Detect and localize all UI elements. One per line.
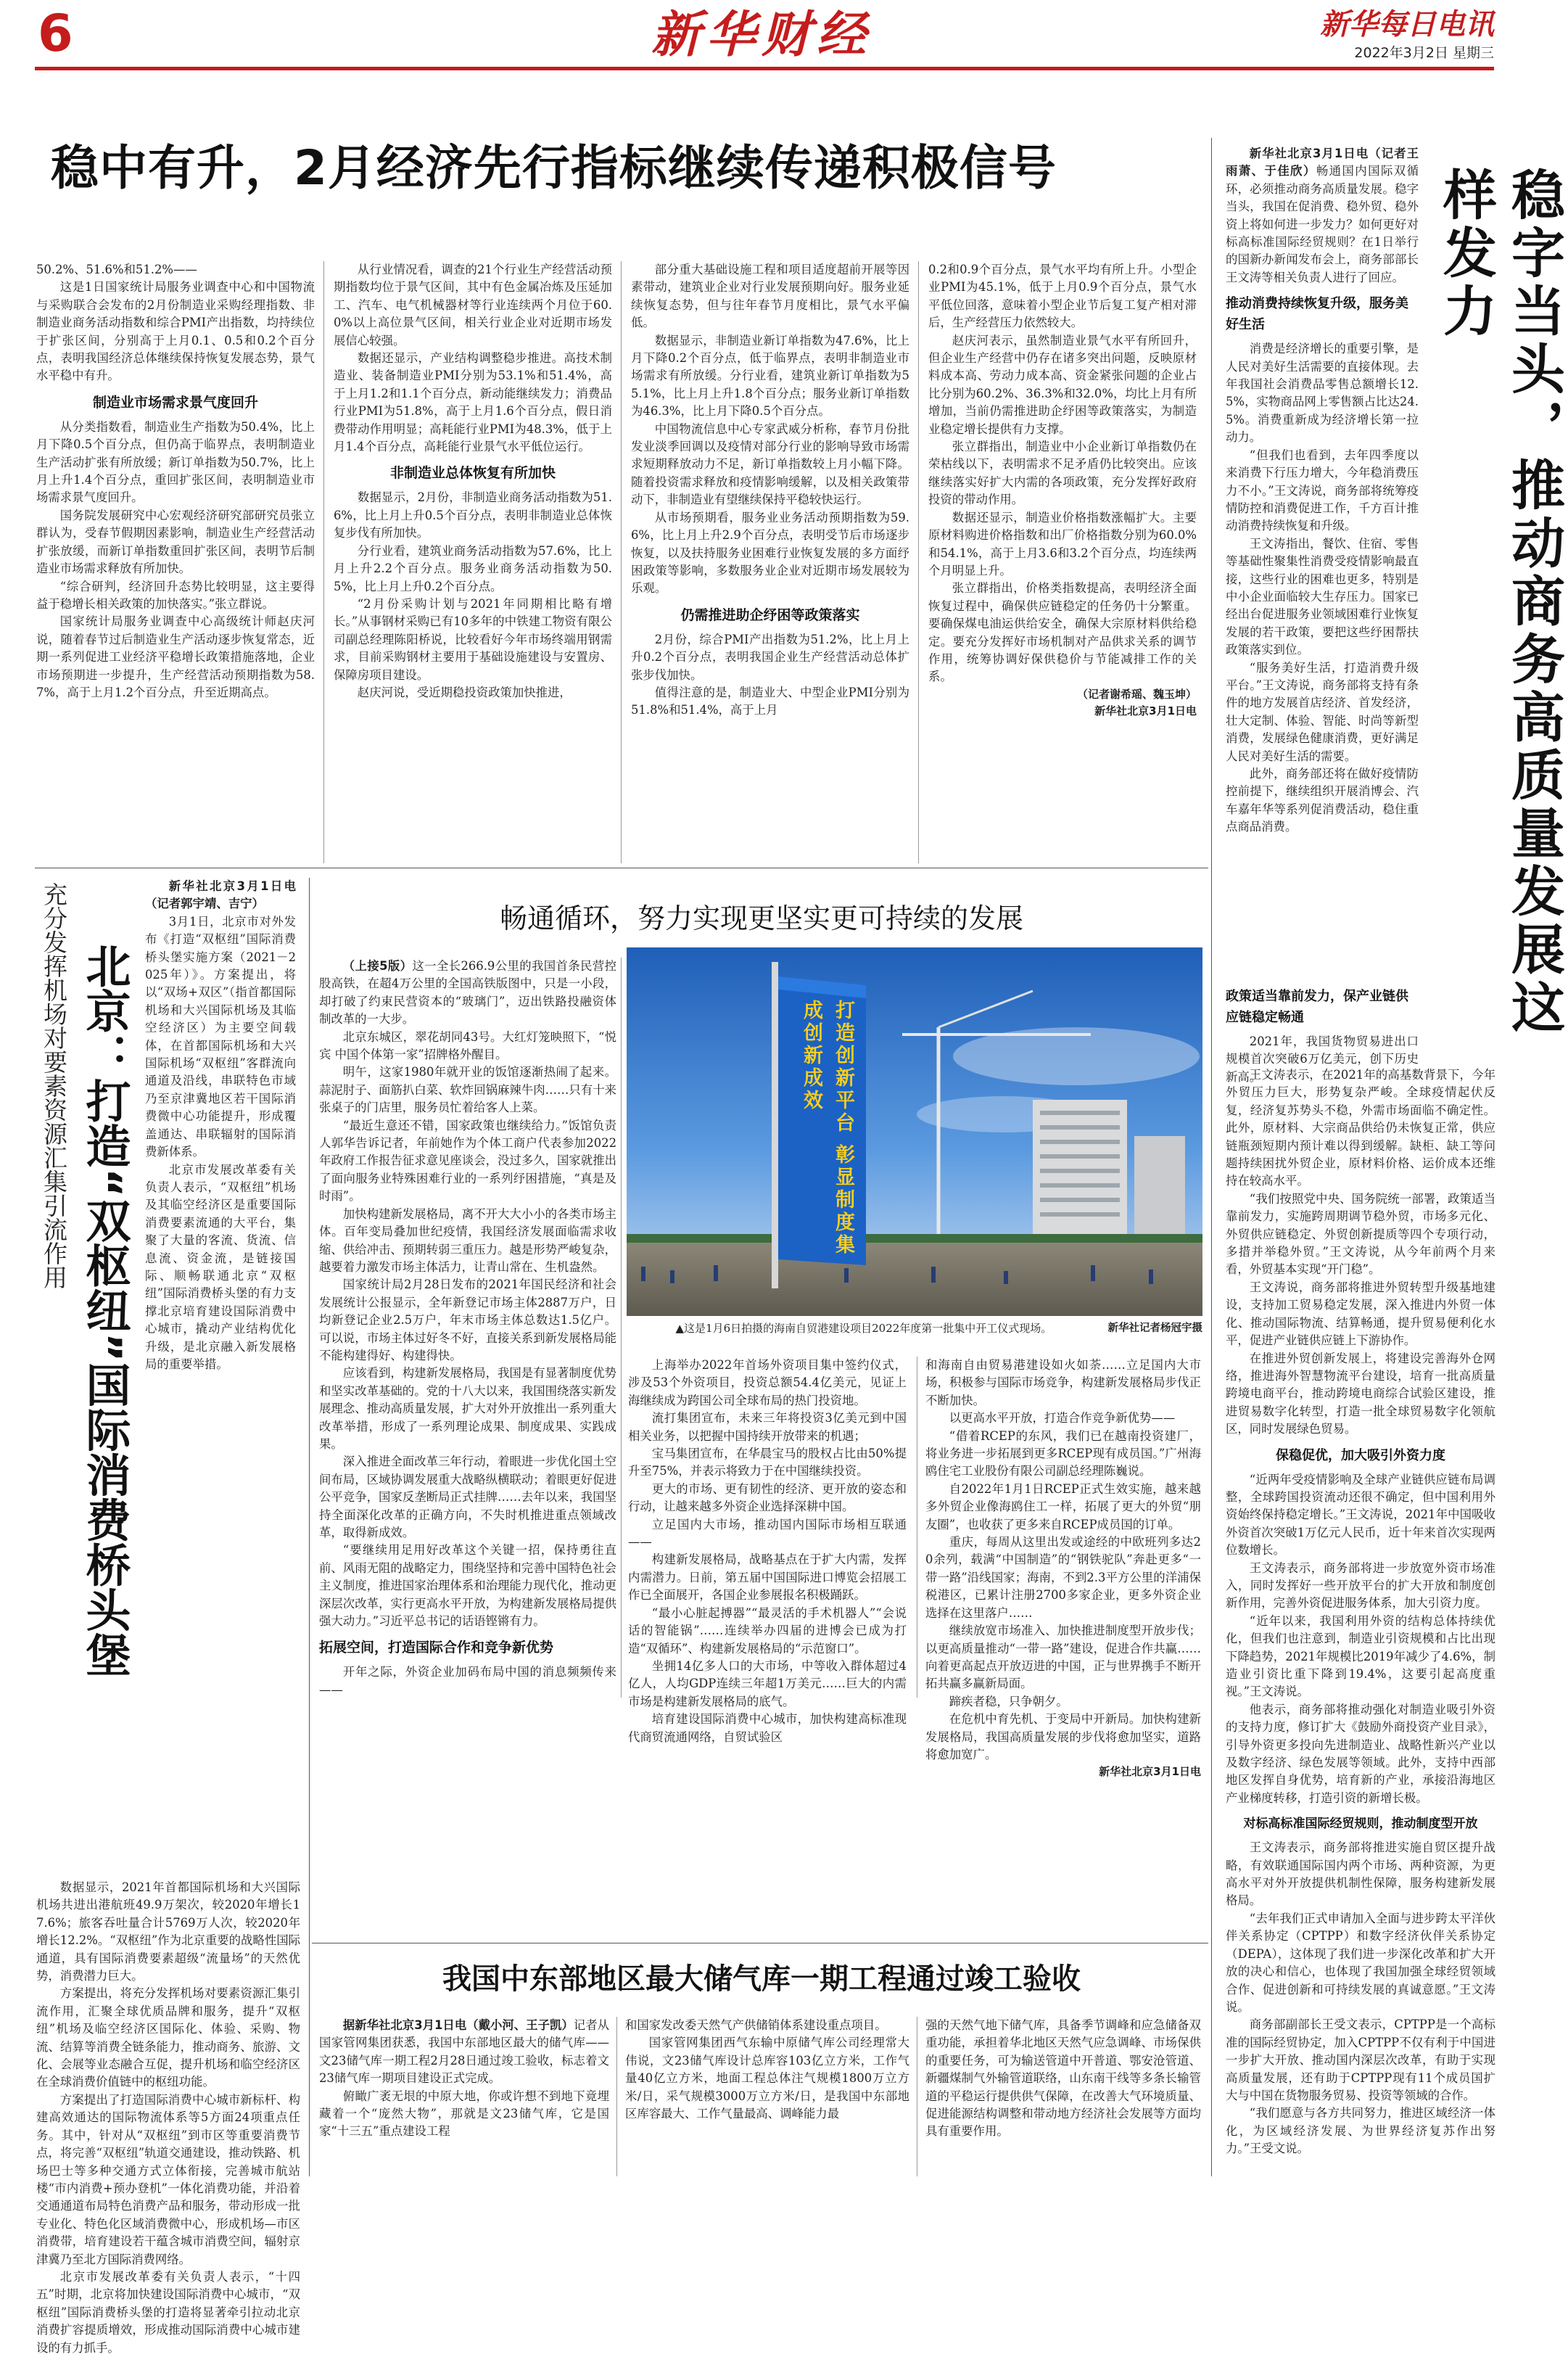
- right-paragraph: 王文涛表示，商务部将推进实施自贸区提升战略，有效联通国际国内两个市场、两种资源，为更高水平对外开放提供机制性保障，服务构建新发展格局。: [1226, 1840, 1495, 1908]
- right-column-top: [1226, 145, 1419, 836]
- gas-column-1: [319, 2017, 609, 2141]
- feature-paragraph: 宝马集团宣布，在华晨宝马的股权占比由50%提升至75%，并表示将致力于在中国继续投资。: [628, 1447, 907, 1478]
- feature-paragraph: 培育建设国际消费中心城市，加快构建高标准现代商贸流通网络，自贸试验区: [628, 1712, 907, 1744]
- beijing-deck: [38, 882, 70, 1346]
- gas-column-3: [925, 2017, 1201, 2141]
- masthead: [0, 0, 1520, 73]
- right-intro-dateline: 新华社北京3月1日电（记者王雨萧、于佳欣）: [1226, 147, 1419, 178]
- lead-paragraph: 数据显示，非制造业新订单指数为47.6%，比上月下降0.2个百分点，低于临界点，表明非制造业市场需求有所放缓。分行业看，建筑业新订单指数为55.1%，比上月上升1.8个百分点；服务业新订单指数为46.3%，比上月下降0.5个百分点。: [631, 333, 909, 419]
- feature-paragraph: 继续放宽市场准入、加快推进制度型开放步伐；以更高质量推动“一带一路”建设，促进合作共赢……向着更高起点开放迈进的中国，正与世界携手不断开拓共赢多赢新局面。: [925, 1624, 1201, 1691]
- feature-paragraph: 坐拥14亿多人口的大市场，中等收入群体超过4亿人，人均GDP连续三年超1万美元……巨大的内需市场是构建新发展格局的底气。: [628, 1658, 907, 1708]
- feature-headline: 畅通循环，努力实现更坚实更可持续的发展: [499, 902, 1023, 934]
- lead-paragraph: 从分类指数看，制造业生产指数为50.4%，比上月下降0.5个百分点，但仍高于临界点，表明制造业生产活动扩张有所放缓；新订单指数为50.7%，比上月上升1.4个百分点，重回扩张区间，表明制造业市场需求景气度回升。: [36, 419, 315, 505]
- lead-paragraph: 这是1日国家统计局服务业调查中心和中国物流与采购联合会发布的2月份制造业采购经理指数、非制造业商务活动指数和综合PMI产出指数，均持续位于扩张区间，分别高于上月0.1、0.5和0.2个百分点，表明我国经济总体继续保持恢复发展态势，景气水平稳中有升。: [36, 280, 315, 383]
- lead-subheading: 仍需推进助企纾困等政策落实: [680, 606, 860, 623]
- lead-headline: 稳中有升，2月经济先行指标继续传递积极信号: [51, 140, 1057, 196]
- lead-paragraph: 0.2和0.9个百分点，景气水平均有所上升。小型企业PMI为45.1%，低于上月0.9个百分点，景气水平低位回落，意味着小型企业节后复工复产相对滞后，生产经营压力依然较大。: [928, 263, 1197, 330]
- lead-subheading: 非制造业总体恢复有所加快: [389, 465, 556, 482]
- feature-paragraph: 自2022年1月1日RCEP正式生效实施，越来越多外贸企业像海鸥住工一样，拓展了更大的外贸“朋友圈”，也收获了更多来自RCEP成员国的订单。: [925, 1481, 1201, 1531]
- right-paragraph: “服务美好生活，打造消费升级平台。”王文涛说，商务部将支持有条件的地方发展首店经济、首发经济，壮大定制、体验、智能、时尚等新型消费，发展绿色健康消费，更好满足人民对美好生活的需要。: [1226, 660, 1419, 763]
- feature-paragraph: 开年之际，外资企业加码布局中国的消息频频传来——: [319, 1665, 616, 1697]
- right-paragraph: 王文涛指出，餐饮、住宿、零售等基础性聚集性消费受疫情影响最直接，这些行业的困难也更多，特别是中小企业面临较大生存压力。国家已经出台促进服务业领域困难行业恢复发展的若干政策，要把这些纾困帮扶政策落实到位。: [1226, 536, 1419, 657]
- paper-brand: 新华每日电讯: [1320, 7, 1494, 41]
- lead-paragraph: 部分重大基础设施工程和项目适度超前开展等因素带动，建筑业企业对行业发展预期向好。服务业延续恢复态势，但与往年春节月度相比，景气水平偏低。: [631, 263, 909, 330]
- right-paragraph: 他表示，商务部将推动强化对制造业吸引外资的支持力度，修订扩大《鼓励外商投资产业目录》，引导外资更多投向先进制造业、战略性新兴产业以及数字经济、绿色发展等领域。此外，支持中西部地区发挥自身优势，培育新的产业，承接沿海地区产业梯度转移，打造引资的新增长极。: [1226, 1702, 1495, 1805]
- feature-paragraph: 蹄疾者稳，只争朝夕。: [949, 1694, 1068, 1708]
- right-subheading: 对标高标准国际经贸规则，推动制度型开放: [1243, 1817, 1478, 1832]
- lead-paragraph: 2月份，综合PMI产出指数为51.2%，比上月上升0.2个百分点，表明我国企业生产经营活动总体扩张步伐加快。: [631, 632, 909, 682]
- lead-byline: （记者谢希瑶、魏玉坤）: [1076, 687, 1197, 701]
- right-paragraph: “去年我们正式申请加入全面与进步跨太平洋伙伴关系协定（CPTPP）和数字经济伙伴关系协定（DEPA），这体现了我们进一步深化改革和扩大开放的决心和信心，也体现了我国加强全球经贸领域合作、促进创新和可持续发展的真诚意愿。”王文涛说。: [1226, 1911, 1495, 2014]
- feature-subheading: 拓展空间，打造国际合作和竞争新优势: [319, 1640, 554, 1656]
- feature-paragraph: 立足国内大市场，推动国内国际市场相互联通——: [628, 1517, 907, 1550]
- right-paragraph: 王文涛表示，在2021年的高基数背景下，今年外贸压力巨大，形势复杂严峻。全球疫情起伏反复，经济复苏势头不稳，外需市场面临不确定性。此外，原材料、大宗商品供给仍未恢复正常，供应链瓶颈短期内预计难以得到缓解。缺柜、缺工等问题持续困扰外贸企业，原材料价格、运价成本还维持在较高水平。: [1226, 1068, 1495, 1188]
- right-headline: [1432, 167, 1565, 1037]
- feature-paragraph: 深入推进全面改革三年行动，着眼进一步优化国土空间布局，区域协调发展重大战略纵横联动；着眼更好促进公平竞争，国家反垄断局正式挂牌……去年以来，我国坚持全面深化改革的正确方向，不失时机推进重点领域改革，取得新成效。: [319, 1455, 616, 1539]
- lead-paragraph: 值得注意的是，制造业大、中型企业PMI分别为51.8%和51.4%，高于上月: [631, 685, 909, 717]
- lead-column-2: [334, 261, 612, 702]
- lead-dateline: 新华社北京3月1日电: [1094, 704, 1197, 717]
- beijing-deck-text: 充分发挥机场对要素资源汇集引流作用: [40, 882, 68, 1289]
- lead-intro: 50.2%、51.6%和51.2%——: [36, 263, 197, 276]
- beijing-paragraph: 北京市发展改革委有关负责人表示，“双枢纽”机场及其临空经济区是重要国际消费要素流通的大平台，集聚了大量的客流、货流、信息流、资金流，是链接国际、顺畅联通北京“双枢纽”国际消费桥头堡的有力支撑北京培育建设国际消费中心城市，撬动产业结构优化升级，是北京融入新发展格局的重要举措。: [145, 1162, 296, 1371]
- feature-paragraph: 更大的市场、更有韧性的经济、更开放的姿态和行动，让越来越多外资企业选择深耕中国。: [628, 1481, 907, 1514]
- feature-paragraph: 上海举办2022年首场外资项目集中签约仪式，涉及53个外资项目，投资总额54.4亿美元，见证上海继续成为跨国公司全球布局的热门投资地。: [628, 1358, 907, 1407]
- gas-headline: 我国中东部地区最大储气库一期工程通过竣工验收: [442, 1962, 1081, 1996]
- column-divider: [621, 261, 622, 863]
- beijing-paragraph: 3月1日，北京市对外发布《打造“双枢纽”国际消费桥头堡实施方案（2021－2025年）》。方案提出，将以“双场+双区”（指首都国际机场和大兴国际机场及其临空经济区）为主要空间载体，在首都国际机场和大兴国际机场“双枢纽”客群流向通道及沿线，串联特色市域乃至京津冀地区若干国际消费微中心功能提升，形成覆盖通达、串联辐射的国际消费新体系。: [145, 914, 296, 1159]
- feature-paragraph: 明午，这家1980年就开业的饭馆逐渐热闹了起来。蒜泥肘子、面筋扒白菜、软炸回锅麻辣牛肉……只有十来张桌子的门店里，服务员忙着给客人上菜。: [319, 1065, 616, 1115]
- right-paragraph: 王文涛表示，商务部将进一步放宽外资市场准入，同时发挥好一些开放平台的扩大开放和制度创新作用，完善外资促进服务体系，加大引资力度。: [1226, 1560, 1495, 1611]
- lead-paragraph: 国家统计局服务业调查中心高级统计师赵庆河说，随着春节过后制造业生产活动逐步恢复常态，近期一系列促进工业经济平稳增长政策措施落地，企业市场预期进一步提升，生产经营活动预期指数为58.7%，高于上月1.2个百分点，升至近期高点。: [36, 614, 315, 699]
- feature-paragraph: “最近生意还不错，国家政策也继续给力。”饭馆负责人郭华告诉记者，年前她作为个体工商户代表参加2022年政府工作报告征求意见座谈会，没过多久，国家就推出了面向服务业特殊困难行业的一系列纾困措施，“真是及时雨”。: [319, 1118, 616, 1204]
- feature-paragraph: 这一全长266.9公里的我国首条民营控股高铁，在超4万公里的全国高铁版图中，只是一小段，却打破了约束民营资本的“玻璃门”，迈出铁路投融资体制改革的一大步。: [319, 959, 616, 1027]
- right-paragraph: “近两年受疫情影响及全球产业链供应链布局调整，全球跨国投资流动还很不确定，但中国利用外资始终保持稳定增长。”王文涛说，2021年中国吸收外资首次突破1万亿元人民币，近十年来首次实现两位数增长。: [1226, 1472, 1495, 1558]
- column-divider: [918, 261, 919, 863]
- beijing-dateline: 新华社北京3月1日电（记者郭宇靖、吉宁）: [145, 879, 296, 911]
- right-paragraph: “我们按照党中央、国务院统一部署，政策适当靠前发力，实施跨周期调节稳外贸，市场多元化、外贸供应链稳定、外贸创新提质等四个专项行动，多措并举稳外贸。”王文涛说，从今年前两个月来看，外贸基本实现“开门稳”。: [1226, 1191, 1495, 1277]
- lead-column-1: [36, 261, 315, 702]
- right-paragraph: 消费是经济增长的重要引擎，是人民对美好生活需要的直接体现。去年我国社会消费品零售总额增长12.5%，实物商品网上零售额占比达24.5%。消费重新成为经济增长第一拉动力。: [1226, 342, 1419, 445]
- section-title: 新华财经: [651, 6, 872, 64]
- column-divider: [616, 2017, 617, 2176]
- feature-paragraph: 流打集团宣布，未来三年将投资3亿美元到中国相关业务，以把握中国持续开放带来的机遇；: [628, 1411, 907, 1443]
- right-subheading: 政策适当靠前发力，保产业链供应链稳定畅通: [1226, 989, 1408, 1025]
- beijing-headline: [75, 943, 133, 1864]
- gas-paragraph: 强的天然气地下储气库，具备季节调峰和应急储备双重功能，承担着华北地区天然气应急调峰、市场保供的重要任务，可为输送管道中开普道、鄂安沧管道、新疆煤制气外输管道联络，山东南干线等多条长输管道的平稳运行提供供气保障，在改善大气环境质量、促进能源结构调整和带动地方经济社会发展等方面均具有重要作用。: [925, 2018, 1201, 2139]
- gas-column-2: [625, 2017, 909, 2123]
- column-divider: [621, 958, 622, 1698]
- right-paragraph: 在推进外贸创新发展上，将建设完善海外仓网络，推进海外智慧物流平台建设，培育一批高质量跨境电商平台，推动跨境电商综合试验区建设，推进贸易数字化转型，打造一批全球贸易数字化领航区，同时发展绿色贸易。: [1226, 1351, 1495, 1436]
- right-column-full: [1226, 1066, 1495, 2158]
- right-paragraph: 王文涛说，商务部将推进外贸转型升级基地建设，支持加工贸易稳定发展，深入推进内外贸一体化、推动国际物流、结算畅通，提升贸易便利化水平，促进产业链供应链上下游协作。: [1226, 1280, 1495, 1348]
- construction-site-photo: [627, 947, 1202, 1316]
- column-divider: [309, 878, 310, 2176]
- lead-paragraph: 从市场预期看，服务业业务活动预期指数为59.6%，比上月上升2.9个百分点，表明受节后市场逐步恢复，以及扶持服务业困难行业恢复发展的多方面纾困政策等影响，多数服务业企业对近期市场发展较为乐观。: [631, 510, 909, 596]
- beijing-paragraph: 方案提出，将充分发挥机场对要素资源汇集引流作用，汇聚全球优质品牌和服务，提升“双枢纽”机场及临空经济区国际化、体验、采购、物流、结算等消费全链条能力，推动商务、旅游、文化、会展等业态融合互促，提升机场和临空经济区在全球消费价值链中的枢纽功能。: [36, 1986, 300, 2089]
- lead-paragraph: 张立群指出，制造业中小企业新订单指数仍在荣枯线以下，表明需求不足矛盾仍比较突出。应该继续落实好扩大内需的各项政策，充分发挥好政府投资的带动作用。: [928, 440, 1197, 507]
- feature-column-3: [925, 1357, 1201, 1780]
- lead-paragraph: 赵庆河表示，虽然制造业景气水平有所回升，但企业生产经营中仍存在诸多突出问题，反映原材料成本高、劳动力成本高、资金紧张问题的企业占比分别为60.2%、36.3%和32.0%，均比上月有所增加，当前仍需推进助企纾困等政策落实，为制造业稳定增长提供有力支撑。: [928, 333, 1197, 436]
- lead-column-4: [928, 261, 1197, 720]
- lead-paragraph: 国务院发展研究中心宏观经济研究部研究员张立群认为，受春节假期因素影响，制造业生产经营活动扩张放缓，而新订单指数重回扩张区间，表明节后制造业市场需求释放有所加快。: [36, 508, 315, 576]
- lead-column-3: [631, 261, 909, 720]
- lead-paragraph: 分行业看，建筑业商务活动指数为57.6%，比上月上升2.2个百分点。服务业商务活动指数为50.5%，比上月上升0.2个百分点。: [334, 543, 612, 593]
- feature-paragraph: 加快构建新发展格局，离不开大大小小的各类市场主体。百年变局叠加世纪疫情，我国经济发展面临需求收缩、供给冲击、预期转弱三重压力。越是形势严峻复杂，越要着力激发市场主体活力，让青山常在、生机盎然。: [319, 1206, 616, 1274]
- feature-dateline: 新华社北京3月1日电: [1099, 1765, 1201, 1779]
- feature-column-1: [319, 958, 616, 1699]
- lead-paragraph: “综合研判，经济回升态势比较明显，这主要得益于稳增长相关政策的加快落实。”张立群说。: [36, 579, 315, 611]
- photo-caption-text: ▲这是1月6日拍摄的海南自贸港建设项目2022年度第一批集中开工仪式现场。: [675, 1322, 1052, 1335]
- photo-caption: [627, 1320, 1202, 1336]
- right-subheading: 推动消费持续恢复升级，服务美好生活: [1226, 296, 1408, 333]
- right-headline-text: 稳字当头，推动商务高质量发展这样发力: [1435, 167, 1565, 1037]
- right-intro-text: 畅通国内国际双循环，必须推动商务高质量发展。稳字当头，我国在促消费、稳外贸、稳外资上将如何进一步发力？如何更好对标高标准国际经贸规则？在1日举行的国新办新闻发布会上，商务部部长王文涛等相关负责人进行了回应。: [1226, 164, 1419, 284]
- column-divider: [323, 261, 324, 863]
- right-paragraph: “我们愿意与各方共同努力，推进区域经济一体化，为区域经济发展、为世界经济复苏作出努力。”王受文说。: [1226, 2106, 1495, 2156]
- beijing-paragraph: 北京市发展改革委有关负责人表示，“十四五”时期，北京将加快建设国际消费中心城市，“双枢纽”国际消费桥头堡的打造将显著牵引拉动北京消费扩容提质增效，形成推动国际消费中心城市建设的有力抓手。: [36, 2269, 300, 2355]
- lead-paragraph: 数据还显示，产业结构调整稳步推进。高技术制造业、装备制造业PMI分别为53.1%和51.4%，高于上月1.2和1.1个百分点，新动能继续发力；消费品行业PMI为51.8%，高于上月1.6个百分点，假日消费带动作用明显；高耗能行业PMI为48.3%，低于上月1.4个百分点，高耗能行业景气水平低位运行。: [334, 351, 612, 454]
- feature-paragraph: “最小心脏起搏器”“最灵活的手术机器人”“会说话的智能锅”……连续举办四届的进博会已成为打造“双循环”、构建新发展格局的“示范窗口”。: [628, 1605, 907, 1655]
- feature-paragraph: 应该看到，构建新发展格局，我国是有显著制度优势和坚实改革基础的。党的十八大以来，我国围绕落实新发展理念、推动高质量发展，扩大对外开放推出一系列重大改革举措，形成了一系列理论成果、制度成果、实践成果。: [319, 1366, 616, 1451]
- right-paragraph: 此外，商务部还将在做好疫情防控前提下，继续组织开展消博会、汽车嘉年华等系列促消费活动，稳住重点商品消费。: [1226, 767, 1419, 834]
- lead-paragraph: 张立群指出，价格类指数提高，表明经济全面恢复过程中，确保供应链稳定的任务仍十分繁重。要确保煤电油运供给安全，确保大宗原材料供给稳定。要充分发挥好市场机制对产品供求关系的调节作用，统筹协调好保供稳价与节能减排工作的关系。: [928, 581, 1197, 684]
- right-paragraph: 2021年，我国货物贸易进出口规模首次突破6万亿美元，创下历史新高。: [1226, 1034, 1419, 1084]
- feature-paragraph: 构建新发展格局，战略基点在于扩大内需，发挥内需潜力。日前，第五届中国国际进口博览会招展工作已全面展开，各国企业参展报名积极踊跃。: [628, 1552, 907, 1603]
- beijing-narrow-column: [145, 878, 296, 1373]
- feature-paragraph: 在危机中育先机、于变局中开新局。加快构建新发展格局，我国高质量发展的步伐将愈加坚实，道路将愈加宽广。: [925, 1712, 1201, 1761]
- beijing-paragraph: 方案提出了打造国际消费中心城市新标杆、构建高效通达的国际物流体系等5方面24项重点任务。其中，针对从“双枢纽”到市区等重要消费节点，将完善“双枢纽”轨道交通建设，推动铁路、机场巴士等多种交通方式立体衔接，完善城市航站楼“市内消费+预办登机”一体化消费功能，并沿着交通通道布局特色消费产品和服务，带动形成一批专业化、特色化区域消费微中心，形成机场—市区消费带，培育建设若干蕴含城市消费空间，辐射京津冀乃至北方国际消费网络。: [36, 2092, 300, 2266]
- feature-paragraph: 以更高水平开放，打造合作竞争新优势——: [949, 1411, 1176, 1426]
- right-subheading: 保稳促优，加大吸引外资力度: [1276, 1447, 1445, 1463]
- beijing-wide-column: [36, 1879, 300, 2357]
- feature-paragraph: “要继续用足用好改革这个关键一招，保持勇往直前、风雨无阻的战略定力，围绕坚持和完善中国特色社会主义制度，推进国家治理体系和治理能力现代化，推动更深层次改革，实行更高水平开放，为构建新发展格局提供强大动力。”习近平总书记的话语铿锵有力。: [319, 1543, 616, 1629]
- right-paragraph: “但我们也看到，去年四季度以来消费下行压力增大，今年稳消费压力不小。”王文涛说，商务部将统筹疫情防控和消费促进工作，千方百计推动消费持续恢复和升级。: [1226, 448, 1419, 533]
- lead-paragraph: 从行业情况看，调查的21个行业生产经营活动预期指数均位于景气区间，其中有色金属冶炼及压延加工、汽车、电气机械器材等行业连续两个月位于60.0%以上高位景气区间，相关行业企业对近期市场发展信心较强。: [334, 263, 612, 347]
- right-paragraph: “近年以来，我国利用外资的结构总体持续优化，但我们也注意到，制造业引资规模和占比出现下降趋势，2021年规模比2019年减少了4.6%，制造业引资比重下降到19.4%，这要引起高度重视。”王文涛说。: [1226, 1613, 1495, 1699]
- issue-date: 2022年3月2日 星期三: [1354, 45, 1494, 61]
- lead-paragraph: 中国物流信息中心专家武威分析称，春节月份批发业淡季回调以及疫情对部分行业的影响导致市场需求短期释放动力不足，新订单指数较上月小幅下降。随着投资需求释放和疫情影响缓解，以及相关政策带动下，非制造业有望继续保持平稳较快运行。: [631, 421, 909, 507]
- continuation-marker: （上接5版）: [342, 959, 413, 973]
- gas-paragraph: 国家管网集团西气东输中原储气库公司经理常大伟说，文23储气库设计总库容103亿立方米，工作气量40亿立方米，地面工程总体注气规模1800万立方米/日，采气规模3000万立方米/日，是我国中东部地区库容最大、工作气量最高、调峰能力最: [625, 2036, 909, 2121]
- lead-subheading: 制造业市场需求景气度回升: [92, 394, 258, 411]
- photo-banner-text: 打造创新平台 彰显制度集成创新成效: [800, 1000, 854, 1257]
- gas-paragraph: 和国家发改委天然气产供储销体系建设重点项目。: [625, 2018, 887, 2032]
- feature-paragraph: 重庆，每周从这里出发或途经的中欧班列多达20余列，载满“中国制造”的“钢铁驼队”奔赴更多“一带一路”沿线国家；海南，不到2.3平方公里的洋浦保税港区，已累计注册2700多家企业，更多外资企业选择在这里落户……: [925, 1535, 1201, 1620]
- lead-paragraph: 数据显示，2月份，非制造业商务活动指数为51.6%，比上月上升0.5个百分点，表明非制造业总体恢复步伐有所加快。: [334, 490, 612, 540]
- header-rule: [35, 67, 1494, 70]
- feature-paragraph: 和海南自由贸易港建设如火如荼……立足国内大市场，积极参与国际市场竞争，构建新发展格局步伐正不断加快。: [925, 1358, 1201, 1407]
- right-column-divider: [1211, 138, 1212, 2176]
- feature-paragraph: “借着RCEP的东风，我们已在越南投资建厂，将业务进一步拓展到更多RCEP现有成员国。”广州海鸥住宅工业股份有限公司副总经理陈巍说。: [925, 1428, 1201, 1478]
- gas-dateline: 据新华社北京3月1日电（戴小河、王子凯）: [342, 2018, 574, 2032]
- feature-paragraph: 国家统计局2月28日发布的2021年国民经济和社会发展统计公报显示，全年新登记市场主体2887万户，日均新登记企业2.5万户，年末市场主体总数达1.5亿户。可以说，市场主体过好冬不好，直接关系到新发展格局能不能构建得好、构建得快。: [319, 1278, 616, 1362]
- feature-photo: [627, 947, 1202, 1316]
- beijing-paragraph: 数据显示，2021年首都国际机场和大兴国际机场共进出港航班49.9万架次，较2020年增长17.6%；旅客吞吐量合计5769万人次，较2020年增长12.2%。“双枢纽”作为北京重要的战略性国际通道，具有国际消费要素超级“流量场”的天然优势，消费潜力巨大。: [36, 1880, 300, 1983]
- gas-paragraph: 记者从国家管网集团获悉，我国中东部地区最大的储气库——文23储气库一期工程2月28日通过竣工验收，标志着文23储气库一期项目建设正式完成。: [319, 2018, 610, 2086]
- lead-paragraph: 赵庆河说，受近期稳投资政策加快推进，: [357, 685, 572, 699]
- right-paragraph: 商务部副部长王受文表示，CPTPP是一个高标准的国际经贸协定，加入CPTPP不仅有利于中国进一步扩大开放、推动国内深层次改革，有助于实现高质量发展，还有助于CPTPP现有11个成员国扩大与中国在货物服务贸易、投资等领域的合作。: [1226, 2017, 1495, 2102]
- beijing-headline-text: 北京：打造“双枢纽”国际消费桥头堡: [78, 943, 131, 1677]
- photo-credit: 新华社记者杨冠宇摄: [1107, 1323, 1202, 1334]
- feature-column-2: [628, 1357, 907, 1746]
- feature-paragraph: 北京东城区，翠花胡同43号。大红灯笼映照下，“悦宾 中国个体第一家”招牌格外醒目。: [319, 1029, 616, 1062]
- page-number: 6: [38, 4, 73, 63]
- gas-paragraph: 俯瞰广袤无垠的中原大地，你或许想不到地下竟埋藏着一个“庞然大物”，那就是文23储气库，它是国家“十三五”重点建设工程: [319, 2089, 609, 2139]
- lead-paragraph: 数据还显示，制造业价格指数涨幅扩大。主要原材料购进价格指数和出厂价格指数分别为60.0%和54.1%，高于上月3.6和3.2个百分点，均连续两个月明显上升。: [928, 510, 1197, 577]
- lead-paragraph: “2月份采购计划与2021年同期相比略有增长。”从事钢材采购已有10多年的中铁建工物资有限公司副总经理陈阳桥说，比较看好今年市场终端用钢需求，目前采购钢材主要用于基础设施建设与安置房、保障房项目建设。: [334, 596, 612, 682]
